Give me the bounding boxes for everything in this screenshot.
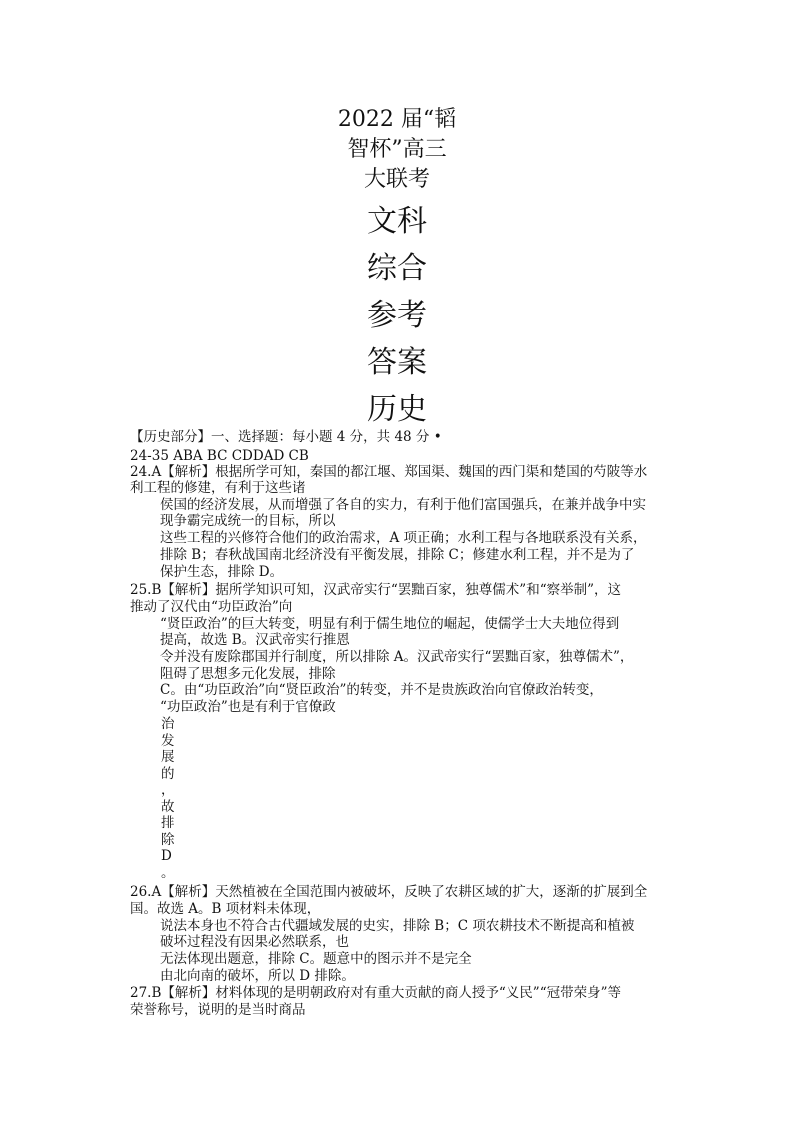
q27-line: 27.B【解析】材料体现的是明朝政府对有重大贡献的商人授予“义民”“冠带荣身”等 xyxy=(130,985,621,1001)
q25-vertical-text xyxy=(161,716,175,881)
vertical-char: 发 xyxy=(161,732,175,749)
q25-line: “功臣政治”也是有利于官僚政 xyxy=(160,699,336,715)
q25-line: 推动了汉代由“功臣政治”向 xyxy=(130,599,293,615)
q24-line: 24.A【解析】根据所学可知，秦国的都江堰、郑国渠、魏国的西门渠和楚国的芍陂等水 xyxy=(130,464,648,480)
title-line-1: 2022 届“韬 xyxy=(337,107,457,132)
vertical-char: ， xyxy=(161,782,175,798)
q25-line: “贤臣政治”的巨大转变，明显有利于儒生地位的崛起，使儒学士大夫地位得到 xyxy=(160,616,620,632)
vertical-char: 治 xyxy=(161,716,175,732)
q24-line: 这些工程的兴修符合他们的政治需求，A 项正确；水利工程与各地联系没有关系， xyxy=(160,530,647,546)
q24-line: 侯国的经济发展，从而增强了各自的实力，有利于他们富国强兵，在兼并战争中实 xyxy=(160,497,646,513)
q26-line: 由北向南的破坏，所以 D 排除。 xyxy=(160,968,355,984)
q24-line: 排除 B；春秋战国南北经济没有平衡发展，排除 C；修建水利工程，并不是为了 xyxy=(160,547,635,563)
q25-line: 令并没有废除郡国并行制度，所以排除 A。汉武帝实行“罢黜百家，独尊儒术”， xyxy=(160,649,634,665)
vertical-char: 除 xyxy=(161,831,175,848)
title-line-7: 答案 xyxy=(367,345,427,380)
section-header: 【历史部分】一、选择题：每小题 4 分，共 48 分 • xyxy=(130,429,442,445)
q26-line: 国。故选 A。B 项材料未体现， xyxy=(130,901,321,917)
q26-line: 说法本身也不符合古代疆域发展的史实，排除 B；C 项农耕技术不断提高和植被 xyxy=(160,918,635,934)
title-line-3: 大联考 xyxy=(363,167,430,192)
q24-line: 现争霸完成统一的目标，所以 xyxy=(160,513,336,529)
q26-line: 26.A【解析】天然植被在全国范围内被破坏，反映了农耕区域的扩大，逐渐的扩展到全 xyxy=(130,884,648,900)
vertical-char: 的 xyxy=(161,765,175,782)
title-line-2: 智杯”高三 xyxy=(347,137,447,162)
vertical-char: 。 xyxy=(161,864,175,881)
title-line-5: 综合 xyxy=(367,251,427,286)
q25-line: C。由“功臣政治”向“贤臣政治”的转变，并不是贵族政治向官僚政治转变， xyxy=(160,682,603,698)
title-line-4: 文科 xyxy=(367,204,427,239)
q25-line: 提高，故选 B。汉武帝实行推恩 xyxy=(160,632,350,648)
title-line-8: 历史 xyxy=(367,392,427,427)
answer-key: 24-35 ABA BC CDDAD CB xyxy=(130,448,309,464)
q24-line: 利工程的修建，有利于这些诸 xyxy=(130,480,306,496)
q26-line: 无法体现出题意，排除 C。题意中的图示并不是完全 xyxy=(160,951,472,967)
vertical-char: 排 xyxy=(161,815,175,831)
vertical-char: D xyxy=(161,848,172,864)
title-line-6: 参考 xyxy=(367,298,427,333)
q24-line: 保护生态，排除 D。 xyxy=(160,564,284,580)
q26-line: 破坏过程没有因果必然联系，也 xyxy=(160,934,349,950)
q25-line: 阻碍了思想多元化发展，排除 xyxy=(160,666,336,682)
q25-line: 25.B【解析】据所学知识可知，汉武帝实行“罢黜百家，独尊儒术”和“察举制”，这 xyxy=(130,582,621,598)
vertical-char: 展 xyxy=(161,749,175,765)
vertical-char: 故 xyxy=(161,798,175,815)
q27-line: 荣誉称号，说明的是当时商品 xyxy=(130,1002,306,1018)
